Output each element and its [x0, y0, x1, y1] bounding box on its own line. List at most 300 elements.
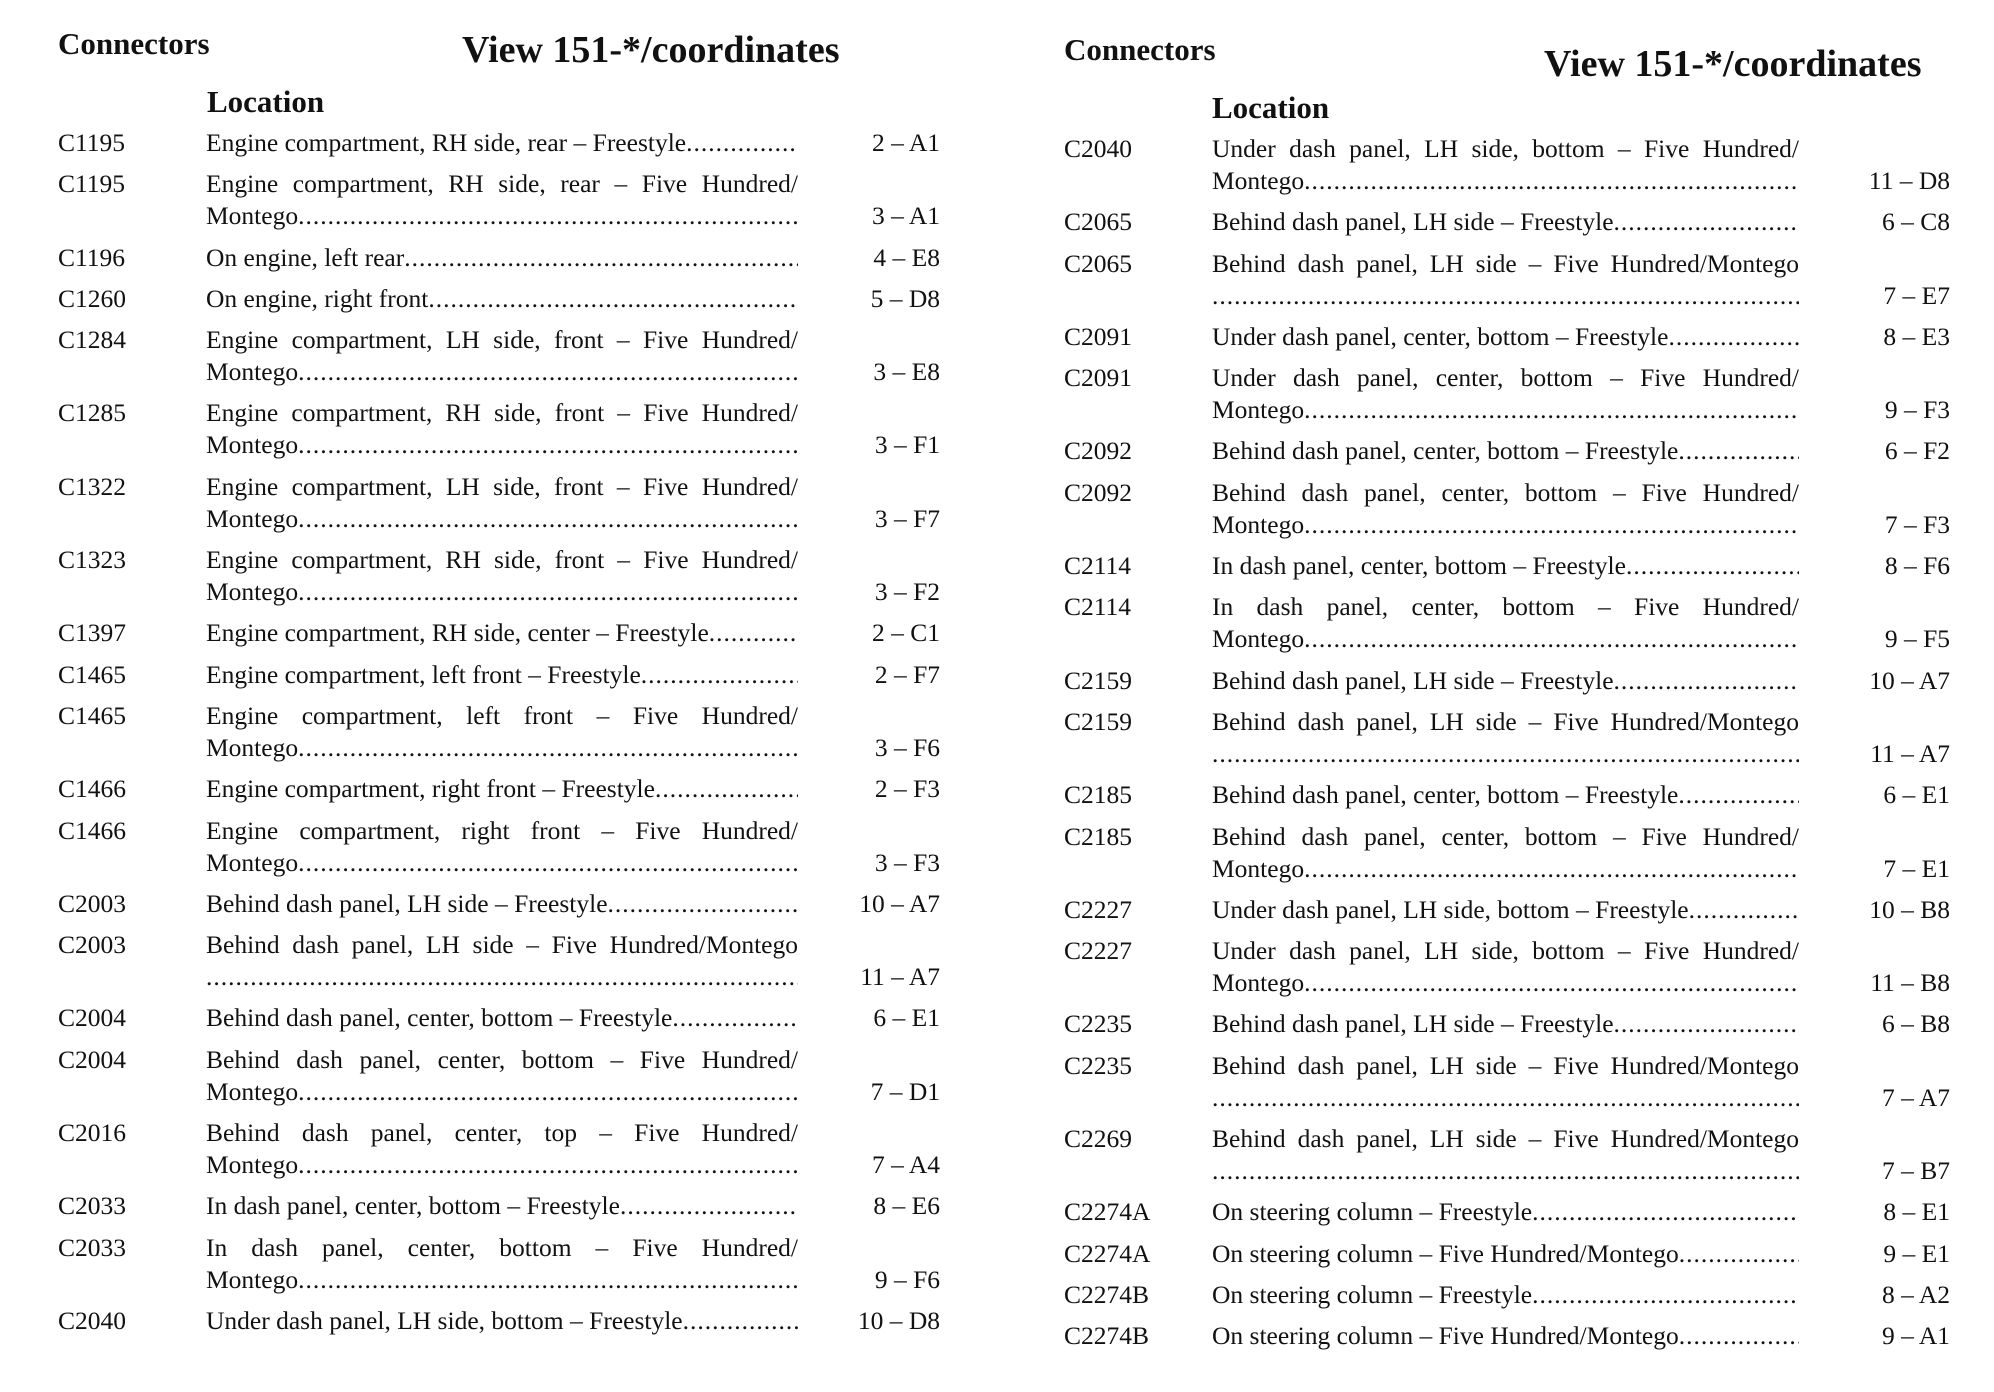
table-row [0, 1232, 950, 1296]
location-last-line [1212, 623, 1799, 655]
table-row [0, 773, 950, 805]
dot-leader [1679, 1238, 1799, 1270]
location-last-line [206, 429, 798, 461]
location-description [1212, 477, 1807, 541]
view-coordinate: 11 – B8 [1870, 968, 1950, 998]
location-text: Montego [206, 430, 299, 460]
location-description [206, 659, 806, 691]
table-row [1010, 133, 1960, 197]
dot-leader [298, 200, 798, 232]
location-text: Montego [1212, 853, 1305, 883]
table-row [1010, 1123, 1960, 1187]
location-last-line [206, 200, 798, 232]
location-description [206, 544, 806, 608]
location-description [206, 324, 806, 388]
location-text: Montego [206, 1076, 299, 1106]
location-last-line [1212, 509, 1799, 541]
view-coordinate: 2 – A1 [871, 128, 940, 157]
location-text: Behind dash panel, LH side – Five Hundred/Montego [1212, 706, 1799, 736]
location-description [1212, 550, 1807, 582]
connector-id: C1196 [58, 242, 126, 272]
location-text: Engine compartment, LH side, front – Five Hundred/ [206, 325, 798, 355]
view-coordinate: 3 – E8 [873, 357, 940, 387]
location-last-line [1212, 967, 1799, 999]
location-text: In dash panel, center, bottom – Freestyle [206, 1191, 620, 1221]
table-row [0, 127, 950, 159]
location-last-line [206, 1149, 798, 1181]
view-coordinate: 3 – F2 [874, 577, 940, 607]
dot-leader [1689, 894, 1799, 926]
location-text: Montego [206, 357, 299, 387]
view-coordinate: 3 – A1 [871, 201, 940, 231]
table-row [0, 659, 950, 691]
connector-id: C2274A [1064, 1197, 1151, 1227]
location-description [1212, 362, 1807, 426]
location-description [1212, 435, 1807, 467]
view-coordinate: 10 – B8 [1869, 894, 1950, 924]
dot-leader [428, 283, 798, 315]
location-description [206, 127, 806, 159]
table-row [0, 397, 950, 461]
location-text: Behind dash panel, LH side – Freestyle [1212, 207, 1614, 237]
connector-id: C1397 [58, 618, 127, 648]
view-coordinates-heading: View 151-*/coordinates [1544, 43, 1922, 85]
location-text: Montego [1212, 509, 1305, 539]
connector-id: C2004 [58, 1003, 127, 1033]
location-heading: Location [1212, 90, 1330, 125]
location-description [206, 1002, 806, 1034]
location-text: Under dash panel, LH side, bottom – Five Hundred/ [1212, 134, 1799, 163]
connector-id: C1323 [58, 545, 127, 575]
connector-id: C1466 [58, 815, 127, 845]
dot-leader [1532, 1279, 1799, 1311]
location-description [1212, 706, 1807, 770]
connector-id: C1195 [58, 169, 126, 199]
dot-leader [1679, 1320, 1799, 1352]
location-description [1212, 1050, 1807, 1114]
connector-id: C1465 [58, 700, 127, 730]
location-text: In dash panel, center, bottom – Freestyle [1212, 551, 1626, 581]
location-text: Engine compartment, right front – Freestyle [206, 774, 655, 804]
location-description [206, 1044, 806, 1108]
location-text: Behind dash panel, LH side – Five Hundred/Montego [206, 930, 798, 960]
table-row [0, 1002, 950, 1034]
connector-id: C2065 [1064, 207, 1133, 237]
connector-id: C1285 [58, 398, 127, 428]
location-description [206, 1190, 806, 1222]
location-description [206, 700, 806, 764]
dot-leader [1678, 435, 1799, 467]
view-coordinate: 2 – F7 [874, 659, 940, 689]
table-row [1010, 477, 1960, 541]
connector-id: C1260 [58, 283, 127, 313]
dot-leader [298, 1076, 798, 1108]
connector-id: C2003 [58, 888, 127, 918]
dot-leader [1668, 321, 1799, 353]
view-coordinate: 2 – F3 [874, 774, 940, 804]
table-row [1010, 435, 1960, 467]
location-text: Under dash panel, LH side, bottom – Freestyle [1212, 894, 1689, 924]
location-text: Montego [206, 1264, 299, 1294]
location-text: Engine compartment, RH side, rear – Five Hundred/ [206, 169, 798, 199]
table-row [1010, 1279, 1960, 1311]
table-row [0, 1117, 950, 1181]
dot-leader [1614, 665, 1799, 697]
dot-leader [298, 1149, 798, 1181]
location-text: Engine compartment, RH side, front – Five Hundred/ [206, 398, 798, 428]
table-row [1010, 1320, 1960, 1352]
table-row [1010, 894, 1960, 926]
location-description [206, 1117, 806, 1181]
connector-id: C2003 [58, 930, 127, 960]
view-coordinate: 9 – A1 [1881, 1321, 1950, 1351]
connector-id: C1195 [58, 128, 126, 157]
table-row [1010, 248, 1960, 312]
location-text: Engine compartment, left front – Five Hundred/ [206, 700, 798, 730]
dot-leader [1212, 280, 1799, 312]
location-text: On engine, left rear [206, 242, 405, 272]
location-text: Montego [206, 1150, 299, 1180]
location-text: Engine compartment, RH side, rear – Freestyle [206, 128, 687, 157]
location-last-line [1212, 853, 1799, 885]
location-heading: Location [207, 84, 325, 119]
location-description [1212, 1196, 1807, 1228]
location-description [1212, 779, 1807, 811]
location-text: Behind dash panel, center, bottom – Freestyle [1212, 780, 1679, 810]
connector-id: C1284 [58, 325, 127, 355]
location-text: Under dash panel, LH side, bottom – Freestyle [206, 1305, 683, 1335]
view-coordinate: 7 – A4 [871, 1150, 940, 1180]
table-row [1010, 665, 1960, 697]
location-text: Montego [206, 577, 299, 607]
view-coordinate: 9 – F5 [1884, 624, 1950, 654]
dot-leader [298, 732, 798, 764]
location-description [1212, 321, 1807, 353]
connector-id: C2274B [1064, 1321, 1150, 1351]
connector-id: C2114 [1064, 551, 1132, 581]
view-coordinate: 6 – E1 [873, 1003, 940, 1033]
location-last-line [206, 356, 798, 388]
location-last-line [1212, 1155, 1799, 1187]
location-text: On steering column – Five Hundred/Montego [1212, 1321, 1679, 1351]
location-text: Behind dash panel, LH side – Five Hundred/Montego [1212, 1124, 1799, 1154]
view-coordinate: 8 – E6 [873, 1191, 940, 1221]
dot-leader [1304, 623, 1799, 655]
location-text: On steering column – Five Hundred/Montego [1212, 1238, 1679, 1268]
location-last-line [1212, 1082, 1799, 1114]
location-description [206, 283, 806, 315]
table-row [0, 815, 950, 879]
location-text: Behind dash panel, LH side – Five Hundred/Montego [1212, 1050, 1799, 1080]
dot-leader [1304, 165, 1799, 197]
table-row [0, 888, 950, 920]
dot-leader [641, 659, 798, 691]
view-coordinate: 7 – F3 [1884, 509, 1950, 539]
view-coordinate: 10 – A7 [1869, 665, 1950, 695]
dot-leader [1212, 738, 1799, 770]
connector-id: C2235 [1064, 1050, 1133, 1080]
dot-leader [683, 1305, 798, 1337]
location-description [206, 773, 806, 805]
view-coordinate: 9 – F6 [874, 1264, 940, 1294]
location-description [1212, 894, 1807, 926]
location-description [1212, 821, 1807, 885]
connector-id: C2040 [58, 1305, 127, 1335]
location-description [206, 617, 806, 649]
view-coordinate: 5 – D8 [870, 283, 940, 313]
view-coordinate: 8 – A2 [1881, 1279, 1950, 1309]
location-text: Engine compartment, LH side, front – Five Hundred/ [206, 471, 798, 501]
location-text: Behind dash panel, LH side – Freestyle [206, 888, 608, 918]
location-description [1212, 1320, 1807, 1352]
table-row [1010, 1008, 1960, 1040]
connector-id: C2065 [1064, 248, 1133, 278]
connector-id: C2269 [1064, 1124, 1133, 1154]
location-description [1212, 133, 1807, 197]
connector-id: C2235 [1064, 1009, 1133, 1039]
location-description [1212, 1123, 1807, 1187]
table-row [0, 324, 950, 388]
dot-leader [608, 888, 798, 920]
location-text: Under dash panel, center, bottom – Five Hundred/ [1212, 363, 1799, 393]
view-coordinate: 2 – C1 [871, 618, 940, 648]
connector-id: C2033 [58, 1232, 127, 1262]
location-text: Montego [1212, 166, 1305, 195]
location-description [1212, 665, 1807, 697]
view-coordinate: 9 – E1 [1883, 1238, 1950, 1268]
dot-leader [298, 503, 798, 535]
view-coordinate: 3 – F6 [874, 732, 940, 762]
dot-leader [404, 242, 798, 274]
location-description [1212, 591, 1807, 655]
view-coordinate: 6 – F2 [1884, 436, 1950, 466]
location-text: Montego [206, 503, 299, 533]
dot-leader [298, 847, 798, 879]
dot-leader [686, 127, 798, 159]
table-row [0, 617, 950, 649]
view-coordinate: 6 – E1 [1883, 780, 1950, 810]
location-description [206, 242, 806, 274]
location-text: Behind dash panel, center, bottom – Five Hundred/ [1212, 477, 1799, 507]
connector-id: C1465 [58, 659, 127, 689]
dot-leader [206, 961, 798, 993]
connector-id: C1322 [58, 471, 127, 501]
location-last-line [206, 732, 798, 764]
view-coordinate: 11 – D8 [1868, 166, 1950, 195]
view-coordinate: 6 – B8 [1881, 1009, 1950, 1039]
connector-id: C1466 [58, 774, 127, 804]
connector-id: C2004 [58, 1044, 127, 1074]
dot-leader [1614, 206, 1799, 238]
dot-leader [709, 617, 798, 649]
dot-leader [1212, 1082, 1799, 1114]
location-last-line [1212, 738, 1799, 770]
location-text: On steering column – Freestyle [1212, 1197, 1533, 1227]
location-text: Behind dash panel, LH side – Five Hundred/Montego [1212, 248, 1799, 278]
table-row [1010, 821, 1960, 885]
right-column [1010, 0, 1960, 1392]
location-description [1212, 1008, 1807, 1040]
location-last-line [206, 1076, 798, 1108]
location-last-line [1212, 280, 1799, 312]
location-last-line [206, 576, 798, 608]
location-text: Montego [1212, 395, 1305, 425]
connector-id: C2159 [1064, 665, 1133, 695]
view-coordinate: 7 – B7 [1881, 1156, 1950, 1186]
table-row [1010, 206, 1960, 238]
location-text: Montego [1212, 968, 1305, 998]
location-text: Under dash panel, center, bottom – Freestyle [1212, 321, 1669, 351]
location-description [206, 888, 806, 920]
view-coordinate: 10 – A7 [859, 888, 940, 918]
view-coordinate: 7 – E1 [1883, 853, 1950, 883]
connector-table [0, 127, 950, 1346]
table-row [1010, 706, 1960, 770]
location-description [206, 1232, 806, 1296]
dot-leader [1626, 550, 1799, 582]
location-description [1212, 248, 1807, 312]
view-coordinate: 11 – A7 [1870, 738, 1950, 768]
table-row [0, 471, 950, 535]
dot-leader [298, 429, 798, 461]
view-coordinate: 7 – A7 [1881, 1082, 1950, 1112]
location-text: Engine compartment, right front – Five Hundred/ [206, 815, 798, 845]
location-description [206, 1305, 806, 1337]
location-description [1212, 935, 1807, 999]
location-text: Behind dash panel, center, bottom – Five Hundred/ [206, 1044, 798, 1074]
dot-leader [1212, 1155, 1799, 1187]
connector-id: C2227 [1064, 936, 1133, 966]
location-text: On engine, right front [206, 283, 429, 313]
table-row [1010, 1238, 1960, 1270]
table-row [1010, 935, 1960, 999]
location-text: In dash panel, center, bottom – Five Hundred/ [206, 1232, 798, 1262]
view-coordinate: 3 – F7 [874, 503, 940, 533]
view-coordinate: 4 – E8 [873, 242, 940, 272]
location-text: Behind dash panel, center, bottom – Freestyle [206, 1003, 673, 1033]
connector-id: C2274A [1064, 1238, 1151, 1268]
location-text: Engine compartment, RH side, center – Freestyle [206, 618, 709, 648]
location-last-line [206, 961, 798, 993]
table-row [0, 1305, 950, 1337]
dot-leader [1304, 853, 1799, 885]
location-text: Engine compartment, left front – Freestyle [206, 659, 641, 689]
location-description [206, 815, 806, 879]
view-coordinate: 3 – F3 [874, 847, 940, 877]
view-coordinate: 11 – A7 [860, 962, 940, 992]
dot-leader [1304, 394, 1799, 426]
connector-id: C2092 [1064, 477, 1133, 507]
connector-id: C2092 [1064, 436, 1133, 466]
location-text: Engine compartment, RH side, front – Five Hundred/ [206, 545, 798, 575]
dot-leader [655, 773, 798, 805]
location-description [206, 471, 806, 535]
location-text: Behind dash panel, LH side – Freestyle [1212, 665, 1614, 695]
location-text: Montego [206, 201, 299, 231]
table-row [0, 1044, 950, 1108]
view-coordinate: 7 – E7 [1883, 280, 1950, 310]
table-row [0, 283, 950, 315]
location-last-line [206, 847, 798, 879]
location-text: Montego [1212, 624, 1305, 654]
connector-id: C2227 [1064, 894, 1133, 924]
table-row [1010, 1050, 1960, 1114]
view-coordinate: 8 – F6 [1884, 551, 1950, 581]
view-coordinate: 6 – C8 [1881, 207, 1950, 237]
dot-leader [298, 1264, 798, 1296]
connector-id: C2185 [1064, 821, 1133, 851]
connector-id: C2091 [1064, 321, 1133, 351]
location-description [206, 397, 806, 461]
table-row [0, 700, 950, 764]
connector-table [1010, 133, 1960, 1362]
view-coordinate: 8 – E3 [1883, 321, 1950, 351]
connector-id: C2016 [58, 1118, 127, 1148]
dot-leader [1304, 967, 1799, 999]
location-text: Montego [206, 732, 299, 762]
location-last-line [1212, 165, 1799, 197]
connector-id: C2274B [1064, 1279, 1150, 1309]
table-row [1010, 321, 1960, 353]
location-description [1212, 1238, 1807, 1270]
location-text: On steering column – Freestyle [1212, 1279, 1533, 1309]
location-description [206, 168, 806, 232]
location-text: Montego [206, 847, 299, 877]
connector-id: C2114 [1064, 592, 1132, 622]
table-row [1010, 779, 1960, 811]
view-coordinate: 10 – D8 [857, 1305, 940, 1335]
location-text: Under dash panel, LH side, bottom – Five Hundred/ [1212, 936, 1799, 966]
connector-id: C2159 [1064, 706, 1133, 736]
connector-id: C2040 [1064, 134, 1133, 163]
dot-leader [298, 356, 798, 388]
location-description [1212, 1279, 1807, 1311]
location-text: Behind dash panel, LH side – Freestyle [1212, 1009, 1614, 1039]
table-row [1010, 591, 1960, 655]
table-row [0, 1190, 950, 1222]
dot-leader [298, 576, 798, 608]
view-coordinate: 8 – E1 [1883, 1197, 1950, 1227]
location-last-line [206, 503, 798, 535]
table-row [0, 168, 950, 232]
connector-id: C2091 [1064, 363, 1133, 393]
location-text: In dash panel, center, bottom – Five Hundred/ [1212, 592, 1799, 622]
table-row [1010, 1196, 1960, 1228]
dot-leader [672, 1002, 798, 1034]
connectors-heading: Connectors [58, 26, 210, 61]
left-column [0, 0, 950, 1392]
table-row [0, 929, 950, 993]
table-row [0, 544, 950, 608]
location-last-line [1212, 394, 1799, 426]
location-description [1212, 206, 1807, 238]
table-row [1010, 362, 1960, 426]
view-coordinate: 3 – F1 [874, 430, 940, 460]
location-description [206, 929, 806, 993]
table-row [1010, 550, 1960, 582]
dot-leader [620, 1190, 798, 1222]
view-coordinate: 9 – F3 [1884, 395, 1950, 425]
location-last-line [206, 1264, 798, 1296]
connector-id: C2185 [1064, 780, 1133, 810]
dot-leader [1678, 779, 1799, 811]
dot-leader [1532, 1196, 1799, 1228]
location-text: Behind dash panel, center, bottom – Five Hundred/ [1212, 821, 1799, 851]
view-coordinate: 7 – D1 [870, 1076, 940, 1106]
dot-leader [1304, 509, 1799, 541]
location-text: Behind dash panel, center, top – Five Hundred/ [206, 1118, 798, 1148]
location-text: Behind dash panel, center, bottom – Freestyle [1212, 436, 1679, 466]
